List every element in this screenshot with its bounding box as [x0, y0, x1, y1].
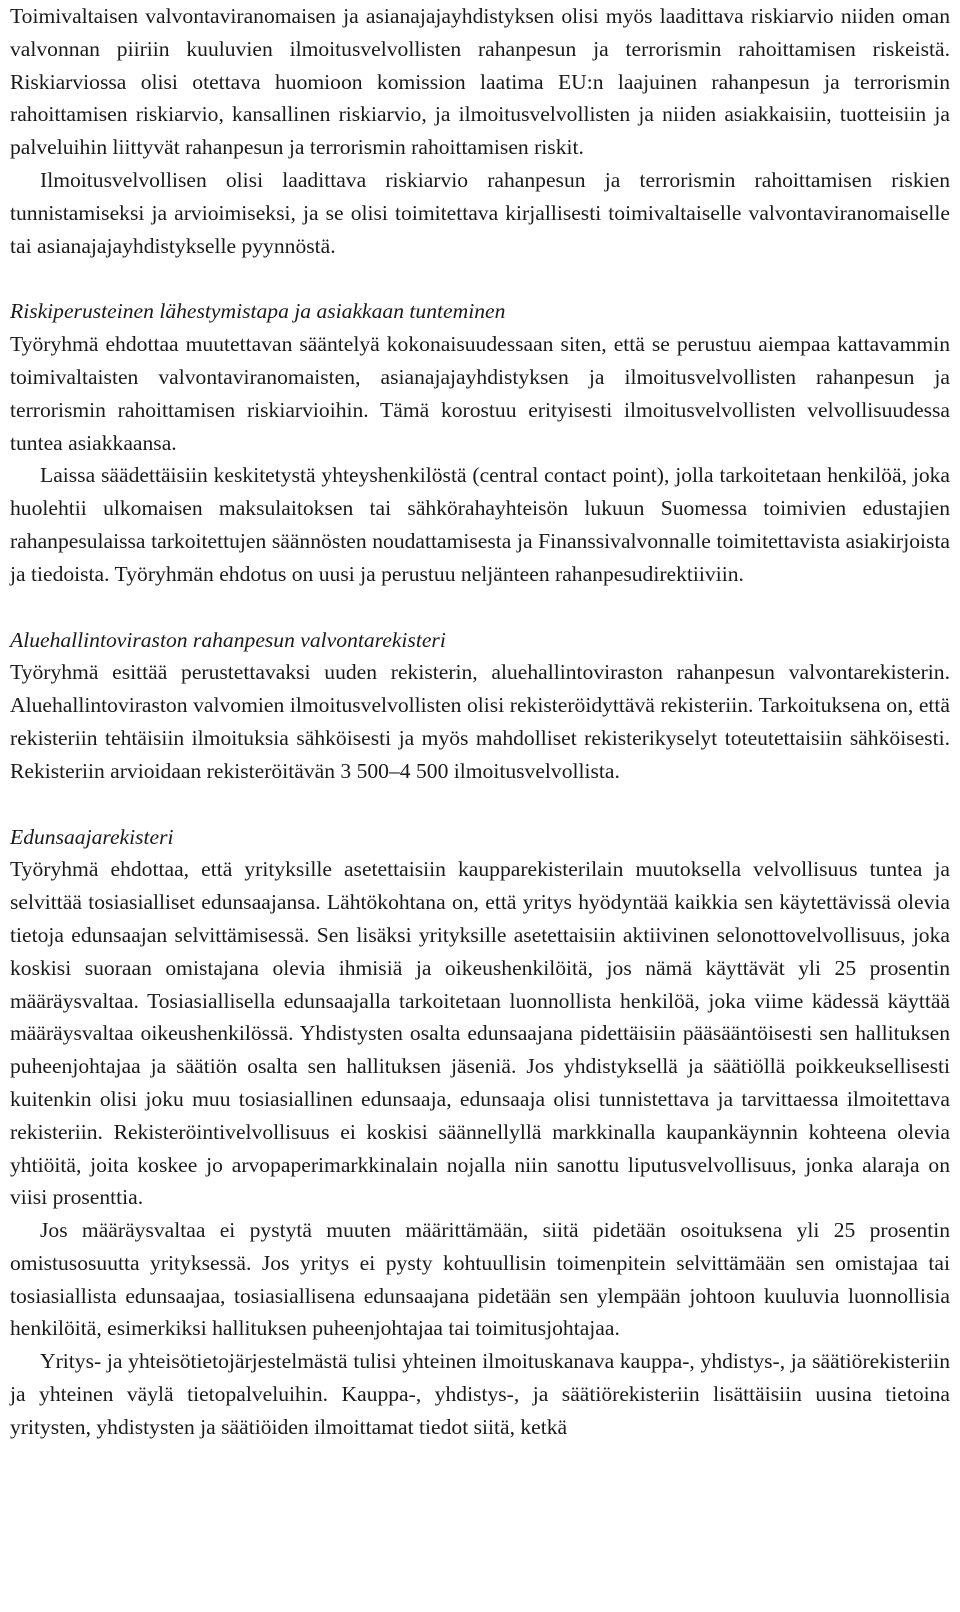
section-spacer — [10, 788, 950, 821]
paragraph: Laissa säädettäisiin keskitetystä yhteyshenkilöstä (central contact point), jolla tarkoitetaan henkilöä, joka huolehtii ulkomaisen maksulaitoksen tai sähkörahayhteisön lukuun Suomessa toimivien edustajien rahanpesulaissa tarkoitettujen säännösten noudattamisesta ja Finanssivalvonnalle toimitettavista asiakirjoista ja tiedoista. Työryhmän ehdotus on uusi ja perustuu neljänteen rahanpesudirektiiviin. — [10, 463, 950, 586]
intro-section — [10, 0, 950, 262]
paragraph: Ilmoitusvelvollisen olisi laadittava riskiarvio rahanpesun ja terrorismin rahoittamisen riskien tunnistamiseksi ja arvioimiseksi, ja se olisi toimitettava kirjallisesti toimivaltaiselle valvontaviranomaiselle tai asianajajayhdistykselle pyynnöstä. — [10, 167, 950, 258]
section-heading: Riskiperusteinen lähestymistapa ja asiakkaan tunteminen — [10, 299, 506, 324]
beneficiary-register-section — [10, 821, 950, 1444]
section-heading: Aluehallintoviraston rahanpesun valvontarekisteri — [10, 627, 446, 652]
paragraph: Toimivaltaisen valvontaviranomaisen ja asianajajayhdistyksen olisi myös laadittava riskiarvio niiden oman valvonnan piiriin kuuluvien ilmoitusvelvollisten rahanpesun ja terrorismin rahoittamisen riskeistä. Riskiarviossa olisi otettava huomioon komission laatima EU:n laajuinen rahanpesun ja terrorismin rahoittamisen riskiarvio, kansallinen riskiarvio, ja ilmoitusvelvollisten ja niiden asiakkaisiin, tuotteisiin ja palveluihin liittyvät rahanpesun ja terrorismin rahoittamisen riskit. — [10, 4, 950, 160]
paragraph: Työryhmä esittää perustettavaksi uuden rekisterin, aluehallintoviraston rahanpesun valvontarekisterin. Aluehallintoviraston valvomien ilmoitusvelvollisten olisi rekisteröidyttävä rekisteriin. Tarkoituksena on, että rekisteriin tehtäisiin ilmoituksia sähköisesti ja myös mahdolliset rekisterikyselyt toteutettaisiin sähköisesti. Rekisteriin arvioidaan rekisteröitävän 3 500–4 500 ilmoitusvelvollista. — [10, 660, 950, 783]
paragraph: Työryhmä ehdottaa, että yrityksille asetettaisiin kaupparekisterilain muutoksella velvollisuus tuntea ja selvittää tosiasialliset edunsaajansa. Lähtökohtana on, että yritys hyödyntää kaikkia sen käytettävissä olevia tietoja edunsaajan selvittämisessä. Sen lisäksi yrityksille asetettaisiin aktiivinen selonottovelvollisuus, joka koskisi suoraan omistajana olevia ihmisiä ja oikeushenkilöitä, jos nämä käyttävät yli 25 prosentin määräysvaltaa. Tosiasiallisella edunsaajalla tarkoitetaan luonnollista henkilöä, joka viime kädessä käyttää määräysvaltaa oikeushenkilössä. Yhdistysten osalta edunsaajana pidettäisiin pääsääntöisesti sen hallituksen puheenjohtajaa ja säätiön osalta sen hallituksen jäseniä. Jos yhdistyksellä ja säätiöllä poikkeuksellisesti kuitenkin olisi joku muu tosiasiallinen edunsaaja, edunsaaja olisi tunnistettava ja tarvittaessa ilmoitettava rekisteriin. Rekisteröintivelvollisuus ei koskisi säännellyllä markkinalla kaupankäynnin kohteena olevia yhtiöitä, joita koskee jo arvopaperimarkkinalain nojalla niin sanottu liputusvelvollisuus, jonka alaraja on viisi prosenttia. — [10, 857, 950, 1210]
avi-register-section — [10, 624, 950, 788]
section-spacer — [10, 262, 950, 295]
section-spacer — [10, 591, 950, 624]
risk-based-approach-section — [10, 295, 950, 590]
paragraph: Jos määräysvaltaa ei pystytä muuten määrittämään, siitä pidetään osoituksena yli 25 prosentin omistusosuutta yrityksessä. Jos yritys ei pysty kohtuullisin toimenpitein selvittämään sen omistajaa tai tosiasiallista edunsaajaa, tosiasiallisena edunsaajana pidetään sen ylempään johtoon kuuluvia luonnollisia henkilöitä, esimerkiksi hallituksen puheenjohtajaa tai toimitusjohtajaa. — [10, 1218, 950, 1341]
section-heading: Edunsaajarekisteri — [10, 824, 174, 849]
paragraph: Työryhmä ehdottaa muutettavan sääntelyä kokonaisuudessaan siten, että se perustuu aiempaa kattavammin toimivaltaisten valvontaviranomaisten, asianajajayhdistyksen ja ilmoitusvelvollisten rahanpesun ja terrorismin rahoittamisen riskiarvioihin. Tämä korostuu erityisesti ilmoitusvelvollisten velvollisuudessa tuntea asiakkaansa. — [10, 332, 950, 455]
paragraph: Yritys- ja yhteisötietojärjestelmästä tulisi yhteinen ilmoituskanava kauppa-, yhdistys-, ja säätiörekisteriin ja yhteinen väylä tietopalveluihin. Kauppa-, yhdistys-, ja säätiörekisteriin lisättäisiin uusina tietoina yritysten, yhdistysten ja säätiöiden ilmoittamat tiedot siitä, ketkä — [10, 1349, 950, 1439]
